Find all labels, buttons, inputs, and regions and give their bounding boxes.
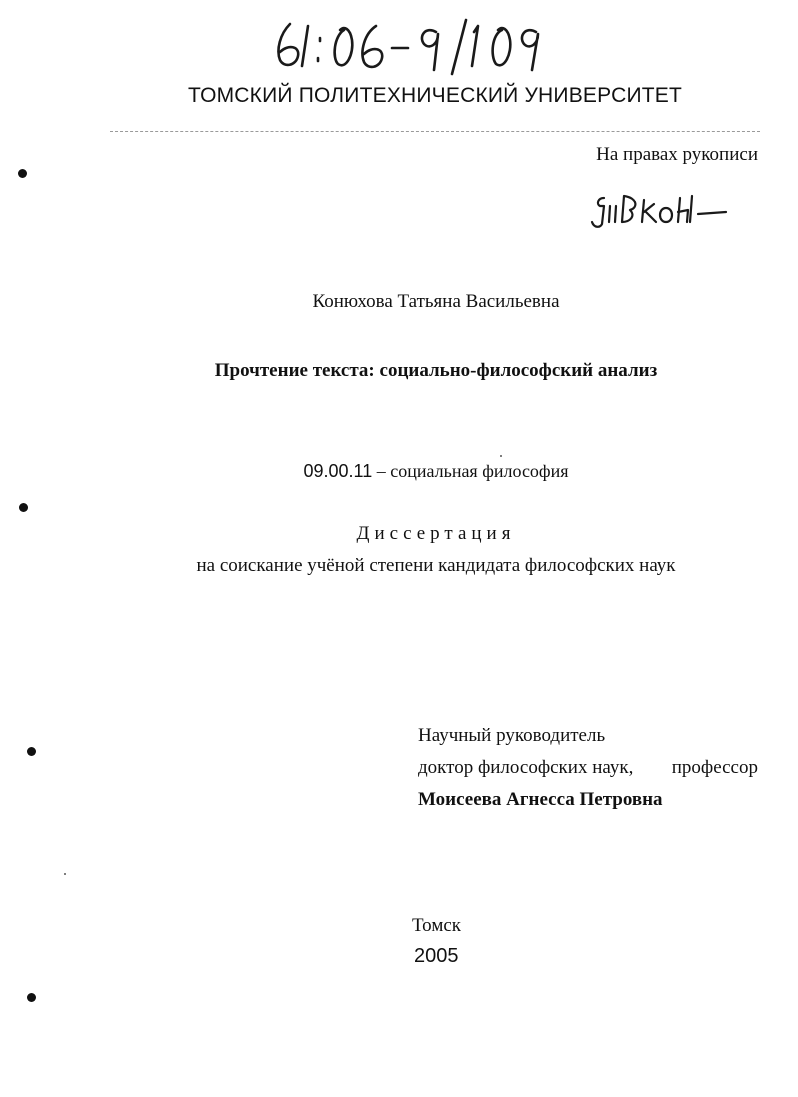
rights-note: На правах рукописи xyxy=(596,144,758,165)
specialty-code: 09.00.11 xyxy=(303,461,373,481)
dissertation-title: Прочтение текста: социально-философский анализ xyxy=(214,360,658,381)
specialty xyxy=(0,461,798,482)
handwritten-signature xyxy=(590,188,730,230)
punch-hole-mark xyxy=(18,169,27,178)
document-type: Диссертация xyxy=(356,523,516,544)
supervisor-label: Научный руководитель xyxy=(418,725,606,746)
author-name: Конюхова Татьяна Васильевна xyxy=(312,291,560,312)
punch-hole-mark xyxy=(27,747,36,756)
handwritten-archive-number xyxy=(268,8,548,78)
punch-hole-mark xyxy=(19,503,28,512)
header-divider xyxy=(110,131,760,132)
supervisor-title: профессор xyxy=(671,757,758,778)
supervisor-degree: доктор философских наук, xyxy=(418,757,634,778)
scan-speck xyxy=(500,455,502,457)
city: Томск xyxy=(412,915,462,936)
year: 2005 xyxy=(414,945,459,967)
scan-speck xyxy=(64,873,66,875)
punch-hole-mark xyxy=(27,993,36,1002)
university-name: ТОМСКИЙ ПОЛИТЕХНИЧЕСКИЙ УНИВЕРСИТЕТ xyxy=(187,84,683,107)
degree-line: на соискание учёной степени кандидата философских наук xyxy=(196,555,676,576)
supervisor-rank xyxy=(418,757,758,779)
supervisor-name: Моисеева Агнесса Петровна xyxy=(418,789,663,810)
specialty-name: – социальная философия xyxy=(372,461,569,481)
